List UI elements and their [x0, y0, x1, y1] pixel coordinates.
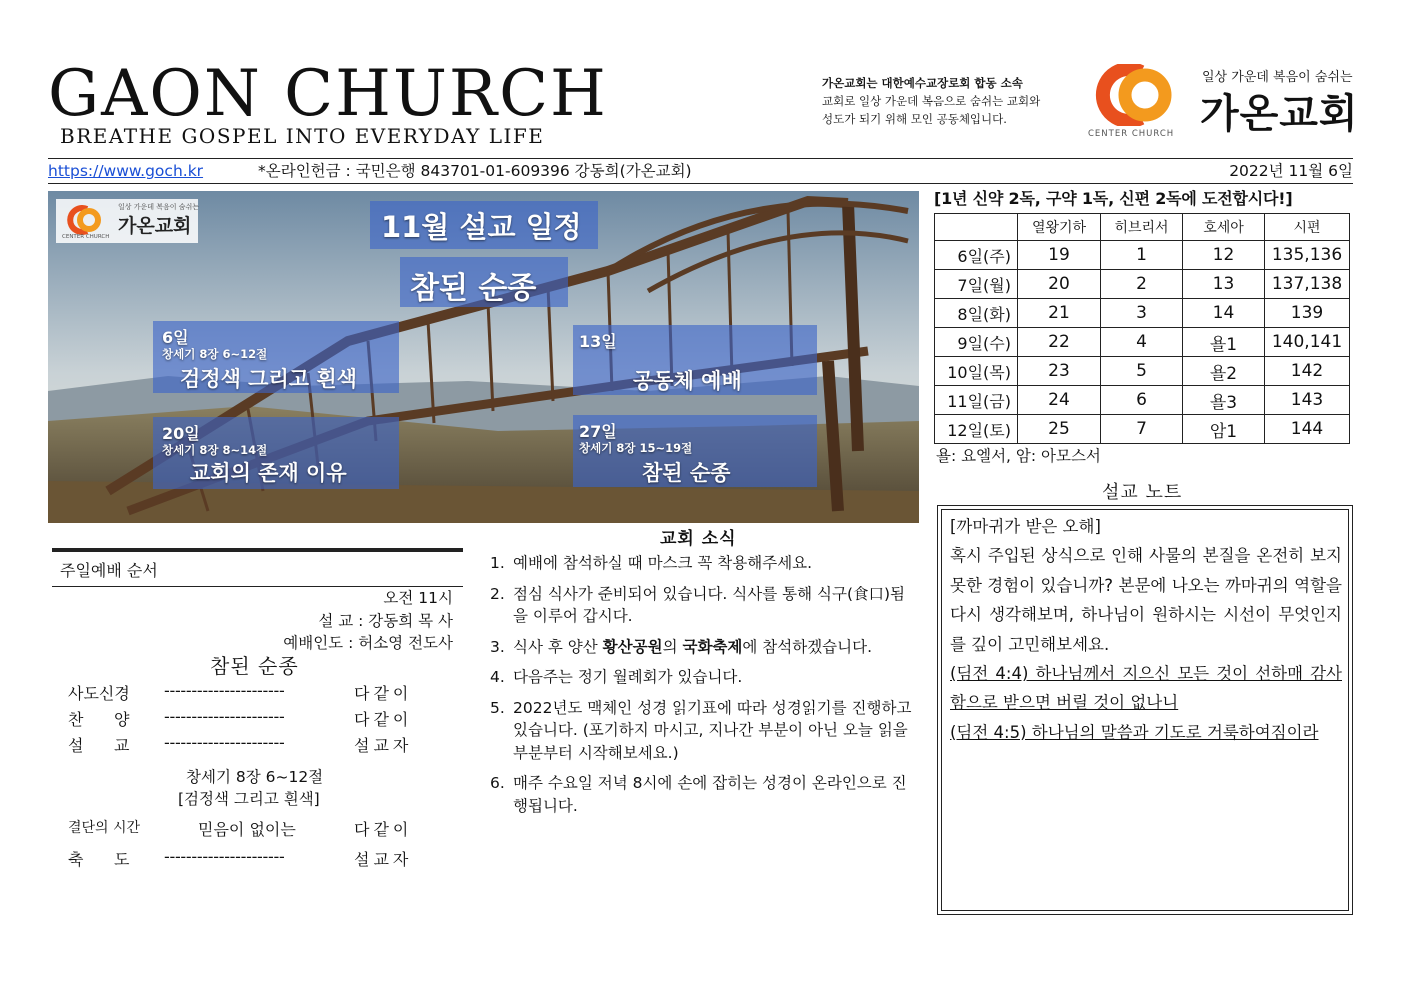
table-cell: 7	[1101, 415, 1183, 444]
order-item-who: 다같이	[354, 684, 413, 703]
bulletin-date: 2022년 11월 6일	[1229, 162, 1353, 180]
banner-item-title: 교회의 존재 이유	[190, 461, 347, 485]
sermon-note-verse: (딤전 4:4) 하나님께서 지으신 모든 것이 선하매 감사함으로 받으면 버릴 것이 없나니	[950, 664, 1342, 713]
banner-item-date: 27일	[579, 422, 617, 441]
table-cell: 1	[1101, 241, 1183, 270]
order-dash-leader: ----------------------	[164, 847, 285, 866]
church-news-list	[488, 552, 913, 825]
worship-order-row	[68, 847, 428, 871]
list-text: 2022년도 맥체인 성경 읽기표에 따라 성경읽기를 진행하고 있습니다. (포기하지 마시고, 지나간 부분이 아닌 오늘 읽을 부분부터 시작해보세요.)	[513, 698, 912, 762]
order-dash-leader: ----------------------	[164, 707, 285, 726]
list-item	[488, 772, 913, 817]
logo-slogan: 일상 가운데 복음이 숨쉬는	[1202, 70, 1353, 85]
table-row	[935, 328, 1350, 357]
intro-line: 가온교회는 대한예수교장로회 합동 소속	[822, 76, 1023, 90]
table-header-row	[935, 214, 1350, 241]
table-cell: 2	[1101, 270, 1183, 299]
banner-item-title: 검정색 그리고 흰색	[180, 367, 357, 391]
worship-order-row	[68, 707, 428, 731]
table-cell: 6	[1101, 386, 1183, 415]
table-header-cell: 히브리서	[1101, 214, 1183, 241]
day-cell: 11일(금)	[935, 386, 1018, 415]
worship-order-row	[68, 681, 428, 705]
order-item-who: 설교자	[354, 850, 413, 869]
order-item-name: 찬 양	[68, 710, 130, 729]
list-text: 에 참석하겠습니다.	[742, 637, 873, 656]
list-number: 1.	[490, 554, 505, 572]
order-dash-leader: ----------------------	[164, 681, 285, 700]
list-number: 6.	[490, 774, 505, 792]
sermon-schedule-banner	[48, 191, 919, 523]
day-cell: 10일(목)	[935, 357, 1018, 386]
day-cell: 12일(토)	[935, 415, 1018, 444]
website-link[interactable]: https://www.goch.kr	[48, 162, 204, 180]
worship-order-row	[68, 733, 428, 757]
banner-theme: 참된 순종	[410, 271, 537, 306]
banner-item-date: 20일	[162, 424, 200, 443]
list-text: 예배에 참석하실 때 마스크 꼭 착용해주세요.	[513, 554, 813, 572]
order-item-name: 사도신경	[68, 684, 130, 703]
banner-item-title: 참된 순종	[642, 461, 731, 485]
scripture-reference: 창세기 8장 6~12절	[186, 768, 324, 786]
table-cell: 143	[1265, 386, 1350, 415]
table-row	[935, 270, 1350, 299]
table-cell: 142	[1265, 357, 1350, 386]
list-text: 매주 수요일 저녁 8시에 손에 잡히는 성경이 온라인으로 진행됩니다.	[513, 774, 907, 815]
table-row	[935, 357, 1350, 386]
sermon-note-title: 설교 노트	[1102, 482, 1183, 503]
table-row	[935, 386, 1350, 415]
banner-title: 11월 설교 일정	[381, 210, 582, 244]
table-cell: 12	[1183, 241, 1265, 270]
table-cell: 욜2	[1183, 357, 1265, 386]
online-offering-info: *온라인헌금 : 국민은행 843701-01-609396 강동희(가온교회)	[258, 162, 692, 180]
list-text: 식사 후 양산	[513, 637, 603, 656]
church-news-title: 교회 소식	[660, 529, 737, 549]
table-cell: 5	[1101, 357, 1183, 386]
table-row	[935, 299, 1350, 328]
table-cell: 22	[1018, 328, 1101, 357]
logo-name: 가온교회	[1200, 91, 1359, 137]
banner-logo-icon	[60, 205, 104, 235]
banner-item-date: 6일	[162, 328, 189, 347]
sermon-note-verse: (딤전 4:5) 하나님의 말씀과 기도로 거룩하여짐이라	[950, 722, 1319, 742]
table-cell: 13	[1183, 270, 1265, 299]
day-cell: 9일(수)	[935, 328, 1018, 357]
list-item	[488, 552, 913, 575]
scripture-title: [검정색 그리고 흰색]	[178, 790, 320, 808]
sermon-note-heading: [까마귀가 받은 오해]	[950, 517, 1101, 536]
table-cell: 23	[1018, 357, 1101, 386]
banner-item-date: 13일	[579, 332, 617, 351]
banner-item-ref: 창세기 8장 6~12절	[162, 347, 268, 361]
worship-leader: 예배인도 : 허소영 전도사	[283, 634, 453, 652]
banner-item-title: 공동체 예배	[633, 369, 742, 393]
table-row	[935, 415, 1350, 444]
info-bar	[48, 158, 1353, 184]
list-text-bold: 국화축제	[682, 637, 743, 656]
table-cell: 20	[1018, 270, 1101, 299]
list-number: 3.	[490, 637, 505, 656]
day-cell: 8일(화)	[935, 299, 1018, 328]
banner-logo-sub: CENTER CHURCH	[62, 234, 110, 240]
church-intro	[822, 74, 1082, 128]
sermon-note-text	[950, 512, 1342, 747]
worship-order-row	[68, 817, 428, 841]
worship-time: 오전 11시	[383, 589, 453, 607]
table-cell: 135,136	[1265, 241, 1350, 270]
worship-preacher: 설 교 : 강동희 목 사	[318, 612, 453, 630]
intro-line: 교회로 일상 가운데 복음으로 숨쉬는 교회와	[822, 94, 1041, 108]
table-cell: 25	[1018, 415, 1101, 444]
list-item	[488, 636, 913, 659]
church-logo-icon	[1083, 64, 1179, 126]
section-divider	[52, 548, 463, 552]
table-cell: 14	[1183, 299, 1265, 328]
church-title: GAON CHURCH	[48, 57, 608, 131]
list-text: 점심 식사가 준비되어 있습니다. 식사를 통해 식구(食口)됨을 이루어 갑시다.	[513, 584, 906, 625]
list-item	[488, 583, 913, 628]
order-dash-leader: ----------------------	[164, 733, 285, 752]
sermon-note-body: 혹시 주입된 상식으로 인해 사물의 본질을 온전히 보지 못한 경험이 있습니까? 본문에 나오는 까마귀의 역할을 다시 생각해보며, 하나님이 원하시는 시선이 무엇인지를 깊이 고민해보세요.	[950, 546, 1342, 654]
table-header-cell: 시편	[1265, 214, 1350, 241]
table-cell: 욜1	[1183, 328, 1265, 357]
intro-line: 성도가 되기 위해 모인 공동체입니다.	[822, 112, 1007, 126]
banner-logo-slogan: 일상 가운데 복음이 숨쉬는	[118, 203, 200, 211]
table-header-cell	[935, 214, 1018, 241]
church-motto: BREATHE GOSPEL INTO EVERYDAY LIFE	[60, 124, 545, 148]
day-cell: 6일(주)	[935, 241, 1018, 270]
order-item-who: 다같이	[354, 820, 413, 839]
order-item-name: 축 도	[68, 850, 130, 869]
banner-logo-name: 가온교회	[118, 215, 192, 237]
table-cell: 144	[1265, 415, 1350, 444]
list-text-bold: 황산공원	[602, 637, 663, 656]
logo-subtext: CENTER CHURCH	[1088, 129, 1175, 139]
banner-item-ref: 창세기 8장 8~14절	[162, 443, 268, 457]
list-text: 다음주는 정기 월례회가 있습니다.	[513, 668, 743, 686]
order-song: 믿음이 없이는	[198, 820, 296, 839]
order-item-name: 결단의 시간	[68, 820, 141, 836]
table-cell: 139	[1265, 299, 1350, 328]
list-item	[488, 697, 913, 765]
list-number: 5.	[490, 698, 505, 717]
sermon-title: 참된 순종	[210, 654, 299, 678]
table-cell: 21	[1018, 299, 1101, 328]
day-cell: 7일(월)	[935, 270, 1018, 299]
sermon-note-box	[937, 505, 1353, 915]
table-header-cell: 열왕기하	[1018, 214, 1101, 241]
list-number: 4.	[490, 668, 505, 686]
order-item-name: 설 교	[68, 736, 130, 755]
table-row	[935, 241, 1350, 270]
order-item-who: 다같이	[354, 710, 413, 729]
table-cell: 3	[1101, 299, 1183, 328]
reading-abbrev-note: 욜: 요엘서, 암: 아모스서	[936, 447, 1101, 465]
order-item-who: 설교자	[354, 736, 413, 755]
table-cell: 140,141	[1265, 328, 1350, 357]
reading-plan-title: [1년 신약 2독, 구약 1독, 신편 2독에 도전합시다!]	[934, 189, 1293, 208]
table-cell: 137,138	[1265, 270, 1350, 299]
banner-item-ref: 창세기 8장 15~19절	[579, 441, 693, 455]
table-header-cell: 호세아	[1183, 214, 1265, 241]
reading-plan-table	[934, 213, 1350, 444]
table-cell: 4	[1101, 328, 1183, 357]
table-cell: 19	[1018, 241, 1101, 270]
list-number: 2.	[490, 584, 505, 603]
list-item	[488, 666, 913, 689]
sermon-note-inner-frame	[941, 509, 1349, 911]
table-cell: 암1	[1183, 415, 1265, 444]
worship-order-title: 주일예배 순서	[60, 561, 158, 580]
table-cell: 24	[1018, 386, 1101, 415]
list-text: 의	[662, 637, 683, 656]
table-cell: 욜3	[1183, 386, 1265, 415]
